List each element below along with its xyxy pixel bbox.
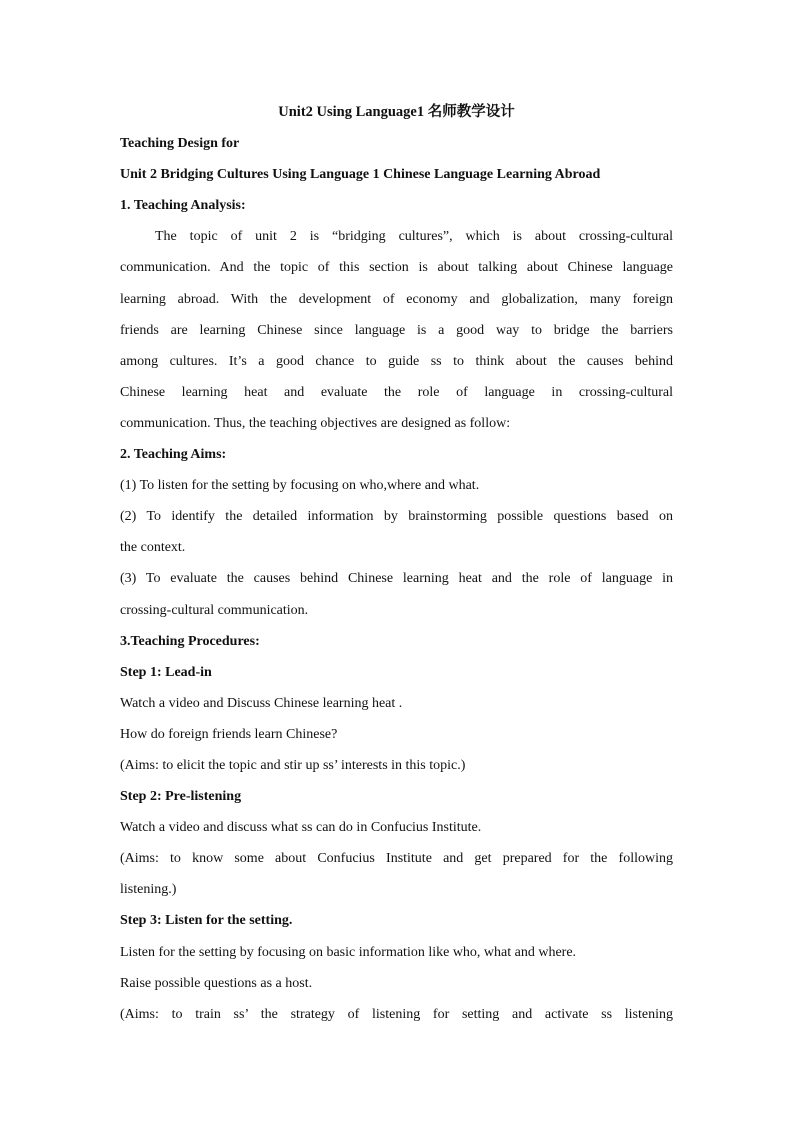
step-line: Listen for the setting by focusing on basic information like who, what and where. <box>120 944 577 960</box>
paragraph-line: friends are learning Chinese since language is a good way to bridge the barriers <box>120 322 673 338</box>
aim-line: (1) To listen for the setting by focusing on who,where and what. <box>120 478 480 494</box>
section-heading-analysis: 1. Teaching Analysis: <box>120 198 246 214</box>
paragraph-line: among cultures. It’s a good chance to guide ss to think about the causes behind <box>120 353 673 369</box>
step-heading: Step 2: Pre-listening <box>120 789 242 805</box>
document-title: Unit2 Using Language1 名师教学设计 <box>278 104 515 120</box>
aim-line: the context. <box>120 540 186 556</box>
aim-line: (2) To identify the detailed information by brainstorming possible questions based on <box>120 509 673 525</box>
step-line: (Aims: to train ss’ the strategy of listening for setting and activate ss listening <box>120 1006 673 1022</box>
step-line: (Aims: to elicit the topic and stir up ss’ interests in this topic.) <box>120 757 466 773</box>
step-line: listening.) <box>120 882 177 898</box>
step-heading: Step 1: Lead-in <box>120 664 212 680</box>
document-page <box>120 97 673 1030</box>
step-line: How do foreign friends learn Chinese? <box>120 726 338 742</box>
paragraph-line: The topic of unit 2 is “bridging cultures”, which is about crossing-cultural <box>155 229 673 245</box>
design-heading: Teaching Design for <box>120 136 240 152</box>
unit-heading: Unit 2 Bridging Cultures Using Language 1 Chinese Language Learning Abroad <box>120 167 601 183</box>
step-heading: Step 3: Listen for the setting. <box>120 913 293 929</box>
aim-line: crossing-cultural communication. <box>120 602 309 618</box>
step-line: (Aims: to know some about Confucius Institute and get prepared for the following <box>120 851 673 867</box>
section-heading-aims: 2. Teaching Aims: <box>120 447 227 463</box>
step-line: Watch a video and discuss what ss can do in Confucius Institute. <box>120 820 482 836</box>
paragraph-line: communication. And the topic of this section is about talking about Chinese language <box>120 260 673 276</box>
paragraph-line: Chinese learning heat and evaluate the role of language in crossing-cultural <box>120 384 673 400</box>
paragraph-line: communication. Thus, the teaching objectives are designed as follow: <box>120 415 511 431</box>
aim-line: (3) To evaluate the causes behind Chinese learning heat and the role of language in <box>120 571 673 587</box>
section-heading-procedures: 3.Teaching Procedures: <box>120 633 260 649</box>
step-line: Raise possible questions as a host. <box>120 975 313 991</box>
step-line: Watch a video and Discuss Chinese learning heat . <box>120 695 403 711</box>
paragraph-line: learning abroad. With the development of economy and globalization, many foreign <box>120 291 673 307</box>
